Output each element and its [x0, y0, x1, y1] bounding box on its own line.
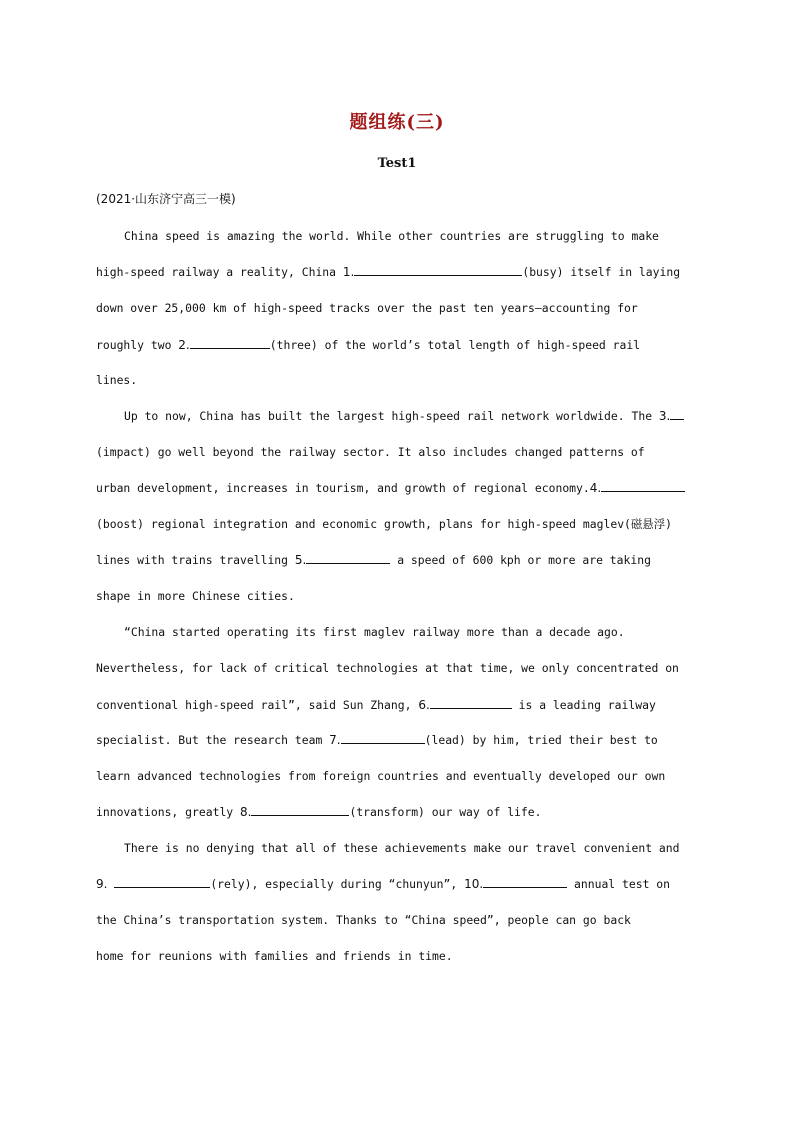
passage-text: annual test on: [574, 877, 671, 891]
question-number-6: 6.: [418, 698, 430, 712]
passage-line: [96, 552, 698, 568]
passage-line: [96, 408, 698, 424]
passage-line: [96, 697, 698, 713]
chinese-gloss: 磁悬浮: [630, 517, 666, 531]
passage-line: [96, 804, 698, 820]
passage-line: China speed is amazing the world. While other countries are struggling to make: [124, 229, 659, 243]
hint-text: (three) of the world’s total length of high-speed rail: [269, 338, 641, 352]
passage-text: roughly two: [96, 338, 172, 352]
passage-line: down over 25,000 km of high-speed tracks over the past ten years—accounting for: [96, 301, 638, 315]
test-heading: Test1: [377, 156, 417, 171]
answer-blank-5[interactable]: [306, 552, 390, 564]
hint-text: (transform) our way of life.: [349, 805, 542, 819]
hint-text: (lead) by him, tried their best to: [424, 733, 658, 747]
answer-blank-2[interactable]: [190, 337, 270, 349]
passage-line: [96, 732, 698, 748]
answer-blank-6[interactable]: [430, 697, 512, 709]
hint-text: (busy) itself in laying: [522, 265, 681, 279]
answer-blank-8[interactable]: [251, 804, 349, 816]
question-number-3: 3.: [658, 409, 671, 423]
page-title: 题组练(三): [349, 112, 445, 133]
passage-line: [96, 337, 698, 353]
passage-text: conventional high-speed rail”, said Sun Zhang,: [96, 698, 412, 712]
passage-line: [96, 264, 698, 280]
answer-blank-10[interactable]: [483, 876, 567, 888]
passage-text: innovations, greatly: [96, 805, 234, 819]
passage-text: ): [665, 517, 672, 531]
passage-line: [96, 516, 698, 532]
passage-line: learn advanced technologies from foreign countries and eventually developed our own: [96, 769, 666, 783]
question-number-10: 10.: [464, 877, 484, 891]
question-number-1: 1.: [342, 265, 355, 279]
passage-text: urban development, increases in tourism, and growth of regional economy.: [96, 481, 590, 495]
answer-blank-9[interactable]: [114, 876, 210, 888]
passage-line: [96, 480, 698, 496]
passage-text: high-speed railway a reality, China: [96, 265, 337, 279]
passage-line: lines.: [96, 373, 138, 387]
passage-text: (boost) regional integration and economic growth, plans for high-speed maglev(: [96, 517, 631, 531]
passage-text: specialist. But the research team: [96, 733, 323, 747]
question-number-4: 4.: [589, 481, 602, 495]
passage-line: There is no denying that all of these achievements make our travel convenient and: [124, 841, 680, 855]
passage-text: a speed of 600 kph or more are taking: [397, 553, 651, 567]
passage-line: [96, 876, 698, 892]
passage-line: Nevertheless, for lack of critical technologies at that time, we only concentrated on: [96, 661, 679, 675]
passage-text: is a leading railway: [518, 698, 656, 712]
hint-text: (rely), especially during “chunyun”,: [210, 877, 458, 891]
answer-blank-4[interactable]: [601, 480, 685, 492]
question-number-7: 7.: [329, 733, 341, 747]
question-number-2: 2.: [178, 338, 190, 352]
question-number-5: 5.: [294, 553, 307, 567]
answer-blank-7[interactable]: [341, 732, 425, 744]
answer-blank-3[interactable]: [670, 408, 684, 420]
passage-line: home for reunions with families and friends in time.: [96, 949, 453, 963]
answer-blank-1[interactable]: [354, 264, 522, 276]
passage-text: lines with trains travelling: [96, 553, 289, 567]
passage-line: (impact) go well beyond the railway sector. It also includes changed patterns of: [96, 445, 645, 459]
source-note: (2021·山东济宁高三一模): [96, 192, 236, 206]
question-number-9: 9.: [96, 877, 108, 891]
passage-line: shape in more Chinese cities.: [96, 589, 295, 603]
passage-line: the China’s transportation system. Thanks to “China speed”, people can go back: [96, 913, 631, 927]
passage-line: “China started operating its first maglev railway more than a decade ago.: [124, 625, 625, 639]
question-number-8: 8.: [240, 805, 252, 819]
passage-text: Up to now, China has built the largest high-speed rail network worldwide. The: [124, 409, 653, 423]
